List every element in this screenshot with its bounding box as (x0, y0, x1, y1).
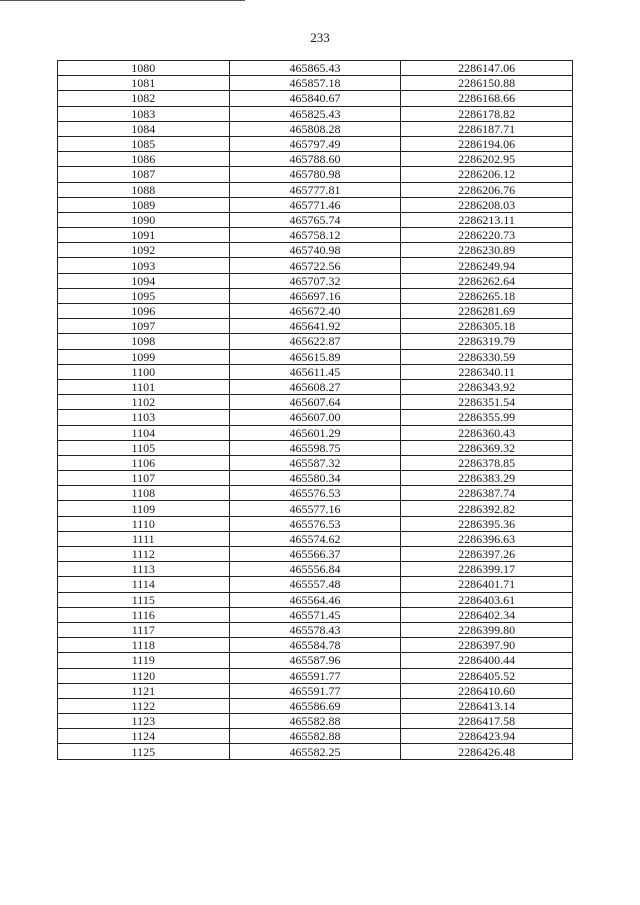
point-id-cell: 1083 (58, 106, 230, 121)
x-coordinate-cell: 465840.67 (229, 91, 401, 106)
point-id-cell: 1101 (58, 379, 230, 394)
y-coordinate-cell: 2286340.11 (401, 364, 573, 379)
table-row (58, 304, 573, 319)
y-coordinate-cell: 2286360.43 (401, 425, 573, 440)
x-coordinate-cell: 465707.32 (229, 273, 401, 288)
x-coordinate-cell: 465722.56 (229, 258, 401, 273)
x-coordinate-cell: 465865.43 (229, 61, 401, 76)
point-id-cell: 1096 (58, 304, 230, 319)
x-coordinate-cell: 465586.69 (229, 698, 401, 713)
x-coordinate-cell: 465557.48 (229, 577, 401, 592)
y-coordinate-cell: 2286202.95 (401, 152, 573, 167)
point-id-cell: 1106 (58, 455, 230, 470)
y-coordinate-cell: 2286401.71 (401, 577, 573, 592)
x-coordinate-cell: 465564.46 (229, 592, 401, 607)
x-coordinate-cell: 465607.00 (229, 410, 401, 425)
y-coordinate-cell: 2286395.36 (401, 516, 573, 531)
point-id-cell: 1112 (58, 547, 230, 562)
x-coordinate-cell: 465797.49 (229, 136, 401, 151)
y-coordinate-cell: 2286220.73 (401, 228, 573, 243)
x-coordinate-cell: 465777.81 (229, 182, 401, 197)
x-coordinate-cell: 465556.84 (229, 562, 401, 577)
x-coordinate-cell: 465780.98 (229, 167, 401, 182)
table-row (58, 683, 573, 698)
y-coordinate-cell: 2286392.82 (401, 501, 573, 516)
y-coordinate-cell: 2286319.79 (401, 334, 573, 349)
y-coordinate-cell: 2286150.88 (401, 76, 573, 91)
point-id-cell: 1104 (58, 425, 230, 440)
y-coordinate-cell: 2286410.60 (401, 683, 573, 698)
table-row (58, 653, 573, 668)
point-id-cell: 1114 (58, 577, 230, 592)
table-row (58, 182, 573, 197)
point-id-cell: 1093 (58, 258, 230, 273)
x-coordinate-cell: 465857.18 (229, 76, 401, 91)
x-coordinate-cell: 465622.87 (229, 334, 401, 349)
coordinates-table-body (58, 61, 573, 760)
table-row (58, 379, 573, 394)
x-coordinate-cell: 465825.43 (229, 106, 401, 121)
x-coordinate-cell: 465611.45 (229, 364, 401, 379)
table-row (58, 273, 573, 288)
point-id-cell: 1111 (58, 531, 230, 546)
y-coordinate-cell: 2286413.14 (401, 698, 573, 713)
point-id-cell: 1088 (58, 182, 230, 197)
y-coordinate-cell: 2286206.76 (401, 182, 573, 197)
table-row (58, 622, 573, 637)
y-coordinate-cell: 2286178.82 (401, 106, 573, 121)
x-coordinate-cell: 465591.77 (229, 683, 401, 698)
table-row (58, 152, 573, 167)
table-row (58, 562, 573, 577)
table-row (58, 121, 573, 136)
point-id-cell: 1121 (58, 683, 230, 698)
point-id-cell: 1086 (58, 152, 230, 167)
x-coordinate-cell: 465591.77 (229, 668, 401, 683)
y-coordinate-cell: 2286387.74 (401, 486, 573, 501)
table-row (58, 698, 573, 713)
table-row (58, 258, 573, 273)
y-coordinate-cell: 2286397.90 (401, 638, 573, 653)
x-coordinate-cell: 465582.88 (229, 729, 401, 744)
point-id-cell: 1080 (58, 61, 230, 76)
y-coordinate-cell: 2286213.11 (401, 212, 573, 227)
y-coordinate-cell: 2286147.06 (401, 61, 573, 76)
x-coordinate-cell: 465615.89 (229, 349, 401, 364)
x-coordinate-cell: 465641.92 (229, 319, 401, 334)
y-coordinate-cell: 2286403.61 (401, 592, 573, 607)
x-coordinate-cell: 465771.46 (229, 197, 401, 212)
y-coordinate-cell: 2286249.94 (401, 258, 573, 273)
table-row (58, 136, 573, 151)
x-coordinate-cell: 465697.16 (229, 288, 401, 303)
table-row (58, 425, 573, 440)
table-row (58, 76, 573, 91)
table-row (58, 744, 573, 759)
table-row (58, 455, 573, 470)
table-row (58, 364, 573, 379)
x-coordinate-cell: 465758.12 (229, 228, 401, 243)
table-row (58, 638, 573, 653)
point-id-cell: 1100 (58, 364, 230, 379)
point-id-cell: 1089 (58, 197, 230, 212)
table-row (58, 516, 573, 531)
y-coordinate-cell: 2286355.99 (401, 410, 573, 425)
table-row (58, 547, 573, 562)
y-coordinate-cell: 2286265.18 (401, 288, 573, 303)
y-coordinate-cell: 2286369.32 (401, 440, 573, 455)
y-coordinate-cell: 2286423.94 (401, 729, 573, 744)
point-id-cell: 1110 (58, 516, 230, 531)
point-id-cell: 1116 (58, 607, 230, 622)
x-coordinate-cell: 465740.98 (229, 243, 401, 258)
y-coordinate-cell: 2286262.64 (401, 273, 573, 288)
x-coordinate-cell: 465582.88 (229, 714, 401, 729)
page-number: 233 (310, 30, 330, 45)
table-row (58, 349, 573, 364)
point-id-cell: 1103 (58, 410, 230, 425)
y-coordinate-cell: 2286397.26 (401, 547, 573, 562)
point-id-cell: 1119 (58, 653, 230, 668)
y-coordinate-cell: 2286405.52 (401, 668, 573, 683)
point-id-cell: 1090 (58, 212, 230, 227)
x-coordinate-cell: 465598.75 (229, 440, 401, 455)
table-row (58, 288, 573, 303)
table-row (58, 243, 573, 258)
y-coordinate-cell: 2286305.18 (401, 319, 573, 334)
table-row (58, 501, 573, 516)
y-coordinate-cell: 2286378.85 (401, 455, 573, 470)
table-row (58, 61, 573, 76)
point-id-cell: 1124 (58, 729, 230, 744)
table-row (58, 167, 573, 182)
x-coordinate-cell: 465584.78 (229, 638, 401, 653)
table-row (58, 334, 573, 349)
x-coordinate-cell: 465571.45 (229, 607, 401, 622)
x-coordinate-cell: 465765.74 (229, 212, 401, 227)
y-coordinate-cell: 2286194.06 (401, 136, 573, 151)
y-coordinate-cell: 2286400.44 (401, 653, 573, 668)
point-id-cell: 1092 (58, 243, 230, 258)
table-row (58, 486, 573, 501)
point-id-cell: 1118 (58, 638, 230, 653)
y-coordinate-cell: 2286281.69 (401, 304, 573, 319)
y-coordinate-cell: 2286330.59 (401, 349, 573, 364)
y-coordinate-cell: 2286343.92 (401, 379, 573, 394)
x-coordinate-cell: 465808.28 (229, 121, 401, 136)
table-row (58, 729, 573, 744)
point-id-cell: 1081 (58, 76, 230, 91)
y-coordinate-cell: 2286168.66 (401, 91, 573, 106)
point-id-cell: 1094 (58, 273, 230, 288)
point-id-cell: 1117 (58, 622, 230, 637)
x-coordinate-cell: 465576.53 (229, 486, 401, 501)
point-id-cell: 1099 (58, 349, 230, 364)
point-id-cell: 1091 (58, 228, 230, 243)
table-row (58, 410, 573, 425)
table-row (58, 212, 573, 227)
y-coordinate-cell: 2286426.48 (401, 744, 573, 759)
table-row (58, 106, 573, 121)
x-coordinate-cell: 465576.53 (229, 516, 401, 531)
point-id-cell: 1105 (58, 440, 230, 455)
x-coordinate-cell: 465574.62 (229, 531, 401, 546)
point-id-cell: 1095 (58, 288, 230, 303)
y-coordinate-cell: 2286417.58 (401, 714, 573, 729)
x-coordinate-cell: 465578.43 (229, 622, 401, 637)
y-coordinate-cell: 2286383.29 (401, 471, 573, 486)
point-id-cell: 1107 (58, 471, 230, 486)
table-row (58, 668, 573, 683)
table-row (58, 228, 573, 243)
y-coordinate-cell: 2286206.12 (401, 167, 573, 182)
x-coordinate-cell: 465582.25 (229, 744, 401, 759)
point-id-cell: 1098 (58, 334, 230, 349)
table-row (58, 319, 573, 334)
point-id-cell: 1123 (58, 714, 230, 729)
point-id-cell: 1084 (58, 121, 230, 136)
table-row (58, 592, 573, 607)
x-coordinate-cell: 465788.60 (229, 152, 401, 167)
point-id-cell: 1109 (58, 501, 230, 516)
table-row (58, 440, 573, 455)
point-id-cell: 1102 (58, 395, 230, 410)
table-row (58, 531, 573, 546)
y-coordinate-cell: 2286399.80 (401, 622, 573, 637)
y-coordinate-cell: 2286402.34 (401, 607, 573, 622)
table-row (58, 577, 573, 592)
point-id-cell: 1108 (58, 486, 230, 501)
point-id-cell: 1125 (58, 744, 230, 759)
point-id-cell: 1087 (58, 167, 230, 182)
table-row (58, 714, 573, 729)
x-coordinate-cell: 465566.37 (229, 547, 401, 562)
x-coordinate-cell: 465587.32 (229, 455, 401, 470)
x-coordinate-cell: 465587.96 (229, 653, 401, 668)
y-coordinate-cell: 2286230.89 (401, 243, 573, 258)
x-coordinate-cell: 465608.27 (229, 379, 401, 394)
x-coordinate-cell: 465601.29 (229, 425, 401, 440)
point-id-cell: 1097 (58, 319, 230, 334)
y-coordinate-cell: 2286396.63 (401, 531, 573, 546)
x-coordinate-cell: 465607.64 (229, 395, 401, 410)
x-coordinate-cell: 465580.34 (229, 471, 401, 486)
y-coordinate-cell: 2286351.54 (401, 395, 573, 410)
table-row (58, 91, 573, 106)
x-coordinate-cell: 465577.16 (229, 501, 401, 516)
x-coordinate-cell: 465672.40 (229, 304, 401, 319)
coordinates-table (57, 60, 573, 760)
point-id-cell: 1120 (58, 668, 230, 683)
point-id-cell: 1113 (58, 562, 230, 577)
table-row (58, 607, 573, 622)
table-row (58, 395, 573, 410)
table-row (58, 197, 573, 212)
scan-edge-line (0, 0, 245, 1)
table-row (58, 471, 573, 486)
point-id-cell: 1122 (58, 698, 230, 713)
point-id-cell: 1085 (58, 136, 230, 151)
y-coordinate-cell: 2286399.17 (401, 562, 573, 577)
y-coordinate-cell: 2286208.03 (401, 197, 573, 212)
point-id-cell: 1115 (58, 592, 230, 607)
y-coordinate-cell: 2286187.71 (401, 121, 573, 136)
point-id-cell: 1082 (58, 91, 230, 106)
